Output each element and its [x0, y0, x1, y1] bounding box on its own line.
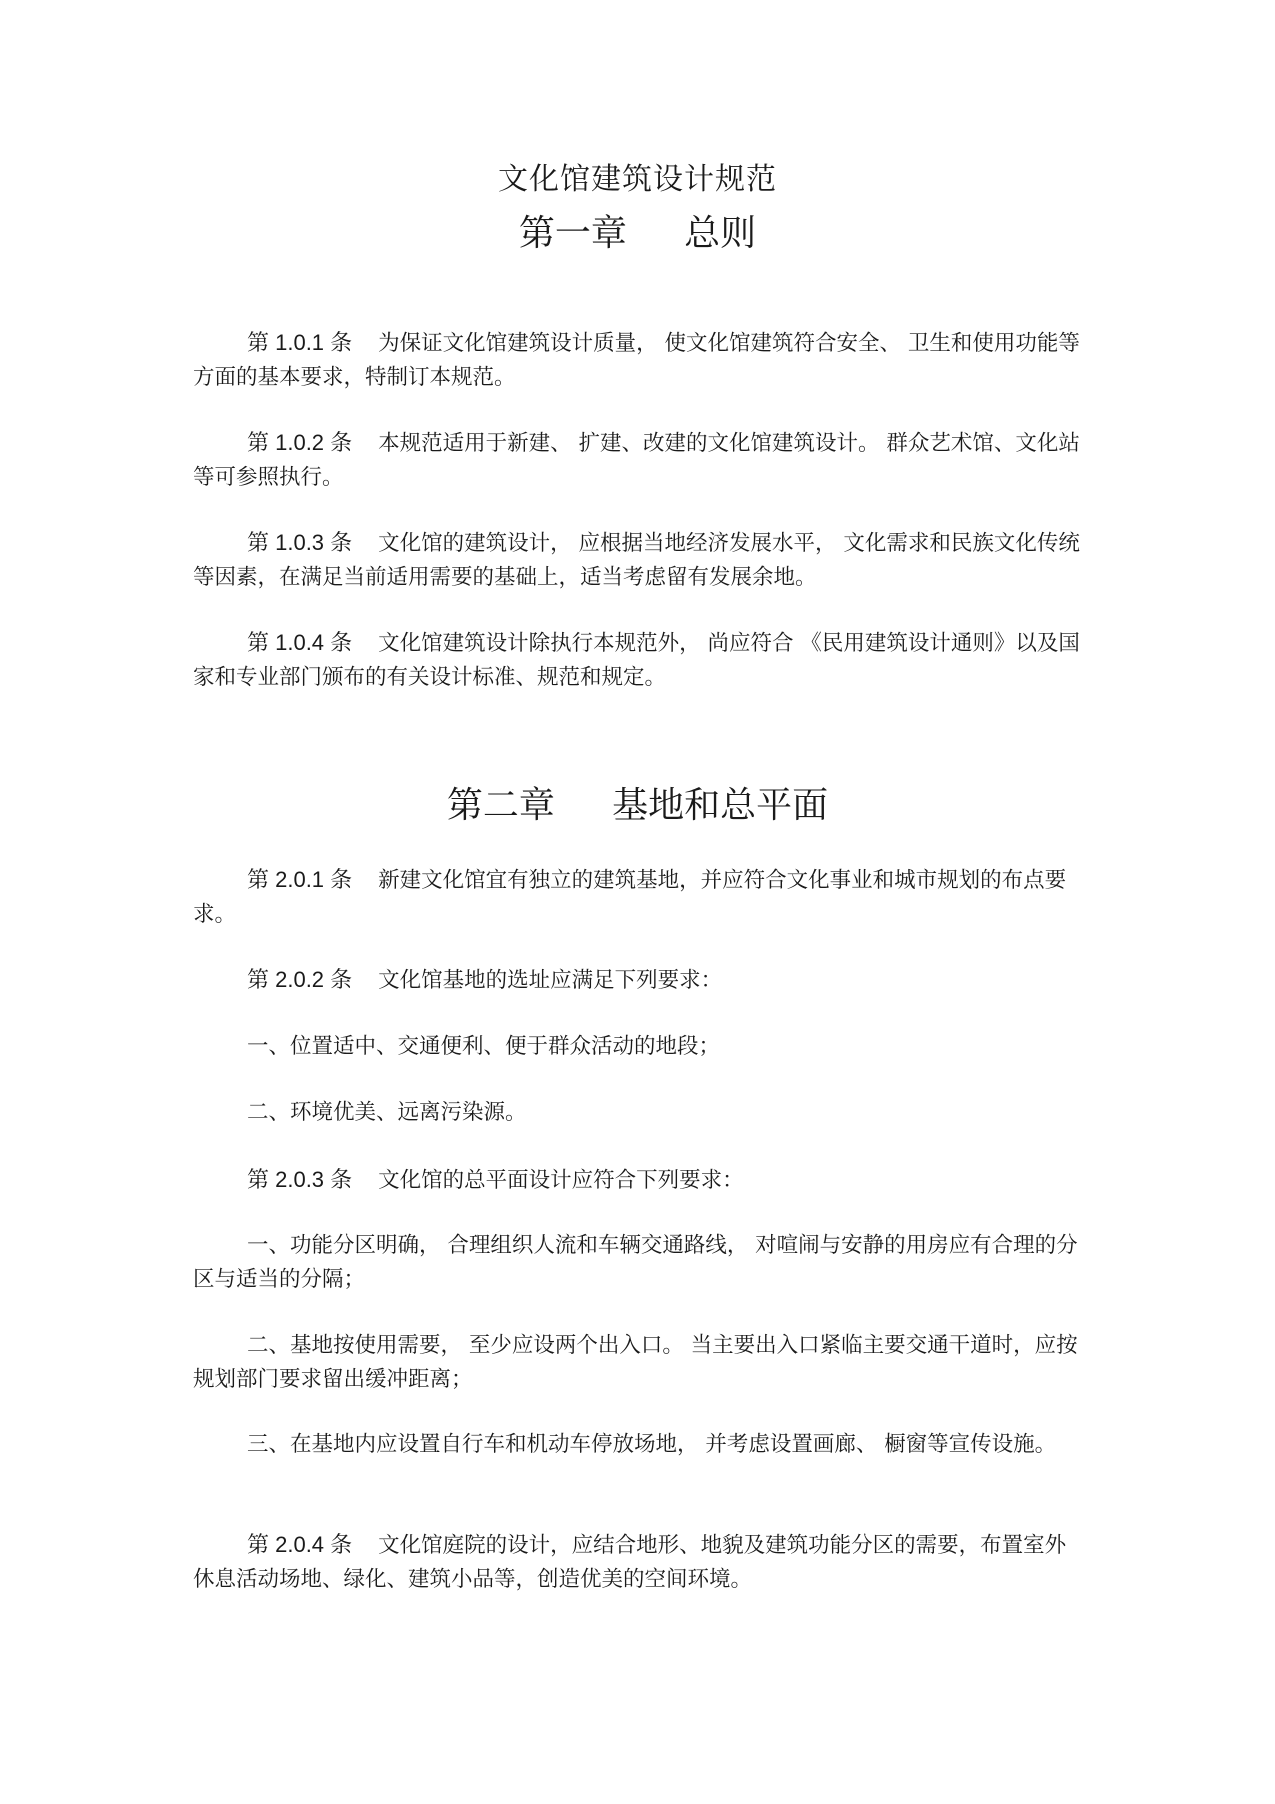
list-item-text: 一、功能分区明确， 合理组织人流和车辆交通路线， 对喧闹与安静的用房应有合理的分区与适当的分隔； [193, 1233, 1078, 1292]
list-item-text: 二、环境优美、远离污染源。 [247, 1100, 527, 1125]
list-item-text: 二、基地按使用需要， 至少应设两个出入口。 当主要出入口紧临主要交通干道时，应按规划部门要求留出缓冲距离； [193, 1333, 1078, 1392]
article-label: 第 1.0.3 条 [247, 530, 353, 555]
article-1-0-1 [193, 326, 1083, 395]
article-label: 第 2.0.3 条 [247, 1167, 353, 1192]
list-item-2-0-3-3 [193, 1428, 1083, 1462]
list-item-text: 三、在基地内应设置自行车和机动车停放场地， 并考虑设置画廊、 橱窗等宣传设施。 [247, 1432, 1057, 1457]
article-1-0-4 [193, 626, 1083, 695]
list-item-2-0-3-2 [193, 1329, 1083, 1397]
list-item-2-0-2-1 [193, 1030, 1083, 1064]
article-text: 文化馆的总平面设计应符合下列要求： [378, 1168, 744, 1193]
article-label: 第 2.0.2 条 [247, 967, 353, 992]
chapter-1-heading: 第一章 总则 [518, 213, 757, 254]
article-2-0-2 [193, 963, 1083, 998]
article-1-0-3 [193, 526, 1083, 595]
article-text: 文化馆基地的选址应满足下列要求： [378, 968, 723, 993]
article-text: 新建文化馆宜有独立的建筑基地，并应符合文化事业和城市规划的布点要求。 [193, 868, 1067, 927]
article-text: 文化馆建筑设计除执行本规范外， 尚应符合 《民用建筑设计通则》以及国家和专业部门颁布的有关设计标准、规范和规定。 [193, 631, 1080, 690]
article-2-0-3 [193, 1163, 1083, 1198]
article-label: 第 2.0.4 条 [247, 1532, 353, 1557]
article-text: 文化馆的建筑设计， 应根据当地经济发展水平， 文化需求和民族文化传统等因素，在满足当前适用需要的基础上，适当考虑留有发展余地。 [193, 531, 1080, 590]
list-item-text: 一、位置适中、交通便利、便于群众活动的地段； [247, 1034, 721, 1059]
list-item-2-0-2-2 [193, 1096, 1083, 1130]
article-1-0-2 [193, 426, 1083, 495]
article-text: 本规范适用于新建、 扩建、改建的文化馆建筑设计。 群众艺术馆、文化站等可参照执行。 [193, 431, 1080, 490]
article-text: 为保证文化馆建筑设计质量， 使文化馆建筑符合安全、 卫生和使用功能等方面的基本要求，特制订本规范。 [193, 331, 1080, 390]
article-label: 第 1.0.1 条 [247, 330, 353, 355]
chapter-2-heading: 第二章 基地和总平面 [446, 785, 829, 826]
article-2-0-1 [193, 863, 1083, 932]
article-label: 第 1.0.4 条 [247, 630, 353, 655]
article-label: 第 1.0.2 条 [247, 430, 353, 455]
document-title: 文化馆建筑设计规范 [498, 162, 777, 197]
list-item-2-0-3-1 [193, 1229, 1083, 1297]
article-label: 第 2.0.1 条 [247, 867, 353, 892]
article-text: 文化馆庭院的设计，应结合地形、地貌及建筑功能分区的需要，布置室外休息活动场地、绿化、建筑小品等，创造优美的空间环境。 [193, 1533, 1067, 1592]
article-2-0-4 [193, 1528, 1083, 1597]
